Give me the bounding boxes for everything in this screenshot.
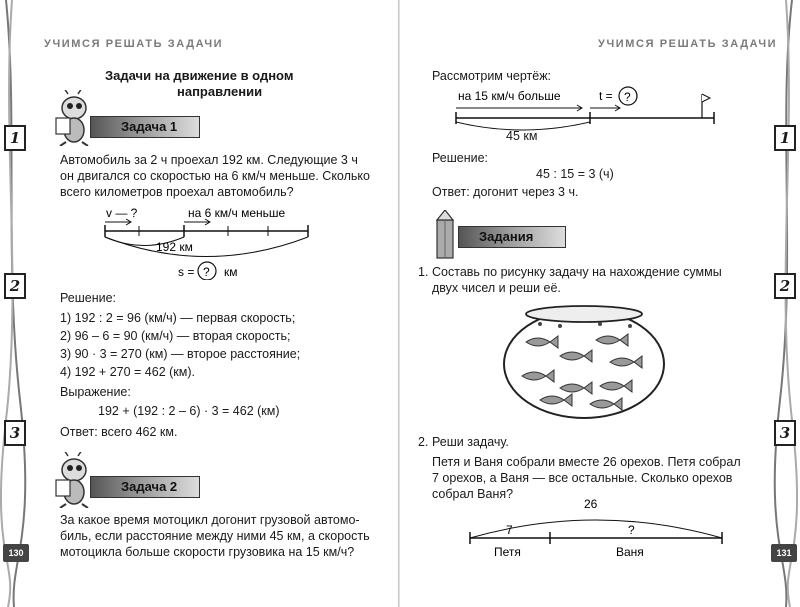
side-tab-1-right: 1 [774,125,796,151]
part2-label: ? [628,523,635,537]
name2-label: Ваня [616,545,644,559]
task2-text-line2: биль, если расстояние между ними 45 км, а скорость [60,529,370,543]
running-head-right: УЧИМСЯ РЕШАТЬ ЗАДАЧИ [598,38,778,50]
task2-bar [90,476,200,498]
task2-text-line1: За какое время мотоцикл догонит грузовой автомо- [60,513,360,527]
ex1-text-line2: двух чисел и реши её. [432,281,561,295]
distance-label-2: 45 км [506,129,538,143]
part1-label: 7 [506,523,513,537]
q-mark-2: ? [624,90,631,104]
segment-diagram-3 [466,494,726,560]
ex2-problem-line2: 7 орехов, а Ваня — все остальные. Сколько орехов [432,471,733,485]
fishbowl-illustration [500,300,668,420]
expression-label: Выражение: [60,385,131,399]
t-label: t = [599,89,613,103]
speed-label: на 15 км/ч больше [458,89,561,103]
km-label: км [224,265,238,279]
side-tab-1: 1 [4,125,26,151]
task1-text-line1: Автомобиль за 2 ч проехал 192 км. Следующие 3 ч [60,153,358,167]
total-label: 26 [584,497,598,511]
ex2-text: Реши задачу. [432,435,509,449]
finish-flag-icon [702,94,710,102]
task1-bar [90,116,200,138]
ex2-problem-line3: собрал Ваня? [432,487,514,501]
answer-2: Ответ: догонит через 3 ч. [432,185,579,199]
solution-label: Решение: [60,291,117,305]
task1-text-line3: всего километров проехал автомобиль? [60,185,294,199]
left-decor-strip [0,0,28,607]
ex2-num: 2. [418,435,429,449]
task1-text-line2: он двигался со скоростью на 6 км/ч меньше. Сколько [60,169,370,183]
running-head: УЧИМСЯ РЕШАТЬ ЗАДАЧИ [44,38,224,50]
solution-step-4: 4) 192 + 270 = 462 (км). [60,365,195,379]
name1-label: Петя [494,545,521,559]
solution-step-3: 3) 90 · 3 = 270 (км) — второе расстояние; [60,347,301,361]
section-title-line1: Задачи на движение в одном [105,68,294,83]
expression: 192 + (192 : 2 – 6) · 3 = 462 (км) [98,404,280,418]
answer-1: Ответ: всего 462 км. [60,425,178,439]
v-label: v — ? [106,206,138,220]
less-label: на 6 км/ч меньше [188,206,286,220]
page-number-right: 131 [771,544,797,562]
q-mark: ? [203,265,210,279]
side-tab-3: 3 [4,420,26,446]
consider-label: Рассмотрим чертёж: [432,69,552,83]
motion-diagram-1 [98,204,318,280]
section-title-line2: направлении [177,84,263,99]
solution-step-1: 1) 192 : 2 = 96 (км/ч) — первая скорость; [60,311,296,325]
page-number: 130 [3,544,29,562]
solution-label-2: Решение: [432,151,489,165]
solution-line: 45 : 15 = 3 (ч) [536,167,614,181]
ex2-problem-line1: Петя и Ваня собрали вместе 26 орехов. Петя собрал [432,455,741,469]
right-page [400,0,800,607]
motion-diagram-2 [452,82,722,142]
ex1-text-line1: Составь по рисунку задачу на нахождение суммы [432,265,722,279]
pencil-icon [434,210,456,260]
side-tab-2-right: 2 [774,273,796,299]
tasks-bar [458,226,566,248]
task2-label: Задача 2 [121,479,178,494]
tasks-label: Задания [479,229,534,244]
side-tab-2: 2 [4,273,26,299]
ex1-num: 1. [418,265,429,279]
task2-text-line3: мотоцикла больше скорости грузовика на 15 км/ч? [60,545,355,559]
right-decor-strip [772,0,800,607]
distance-label: 192 км [156,240,193,254]
task1-label: Задача 1 [121,119,178,134]
side-tab-3-right: 3 [774,420,796,446]
solution-step-2: 2) 96 – 6 = 90 (км/ч) — вторая скорость; [60,329,291,343]
s-label: s = [178,265,195,279]
